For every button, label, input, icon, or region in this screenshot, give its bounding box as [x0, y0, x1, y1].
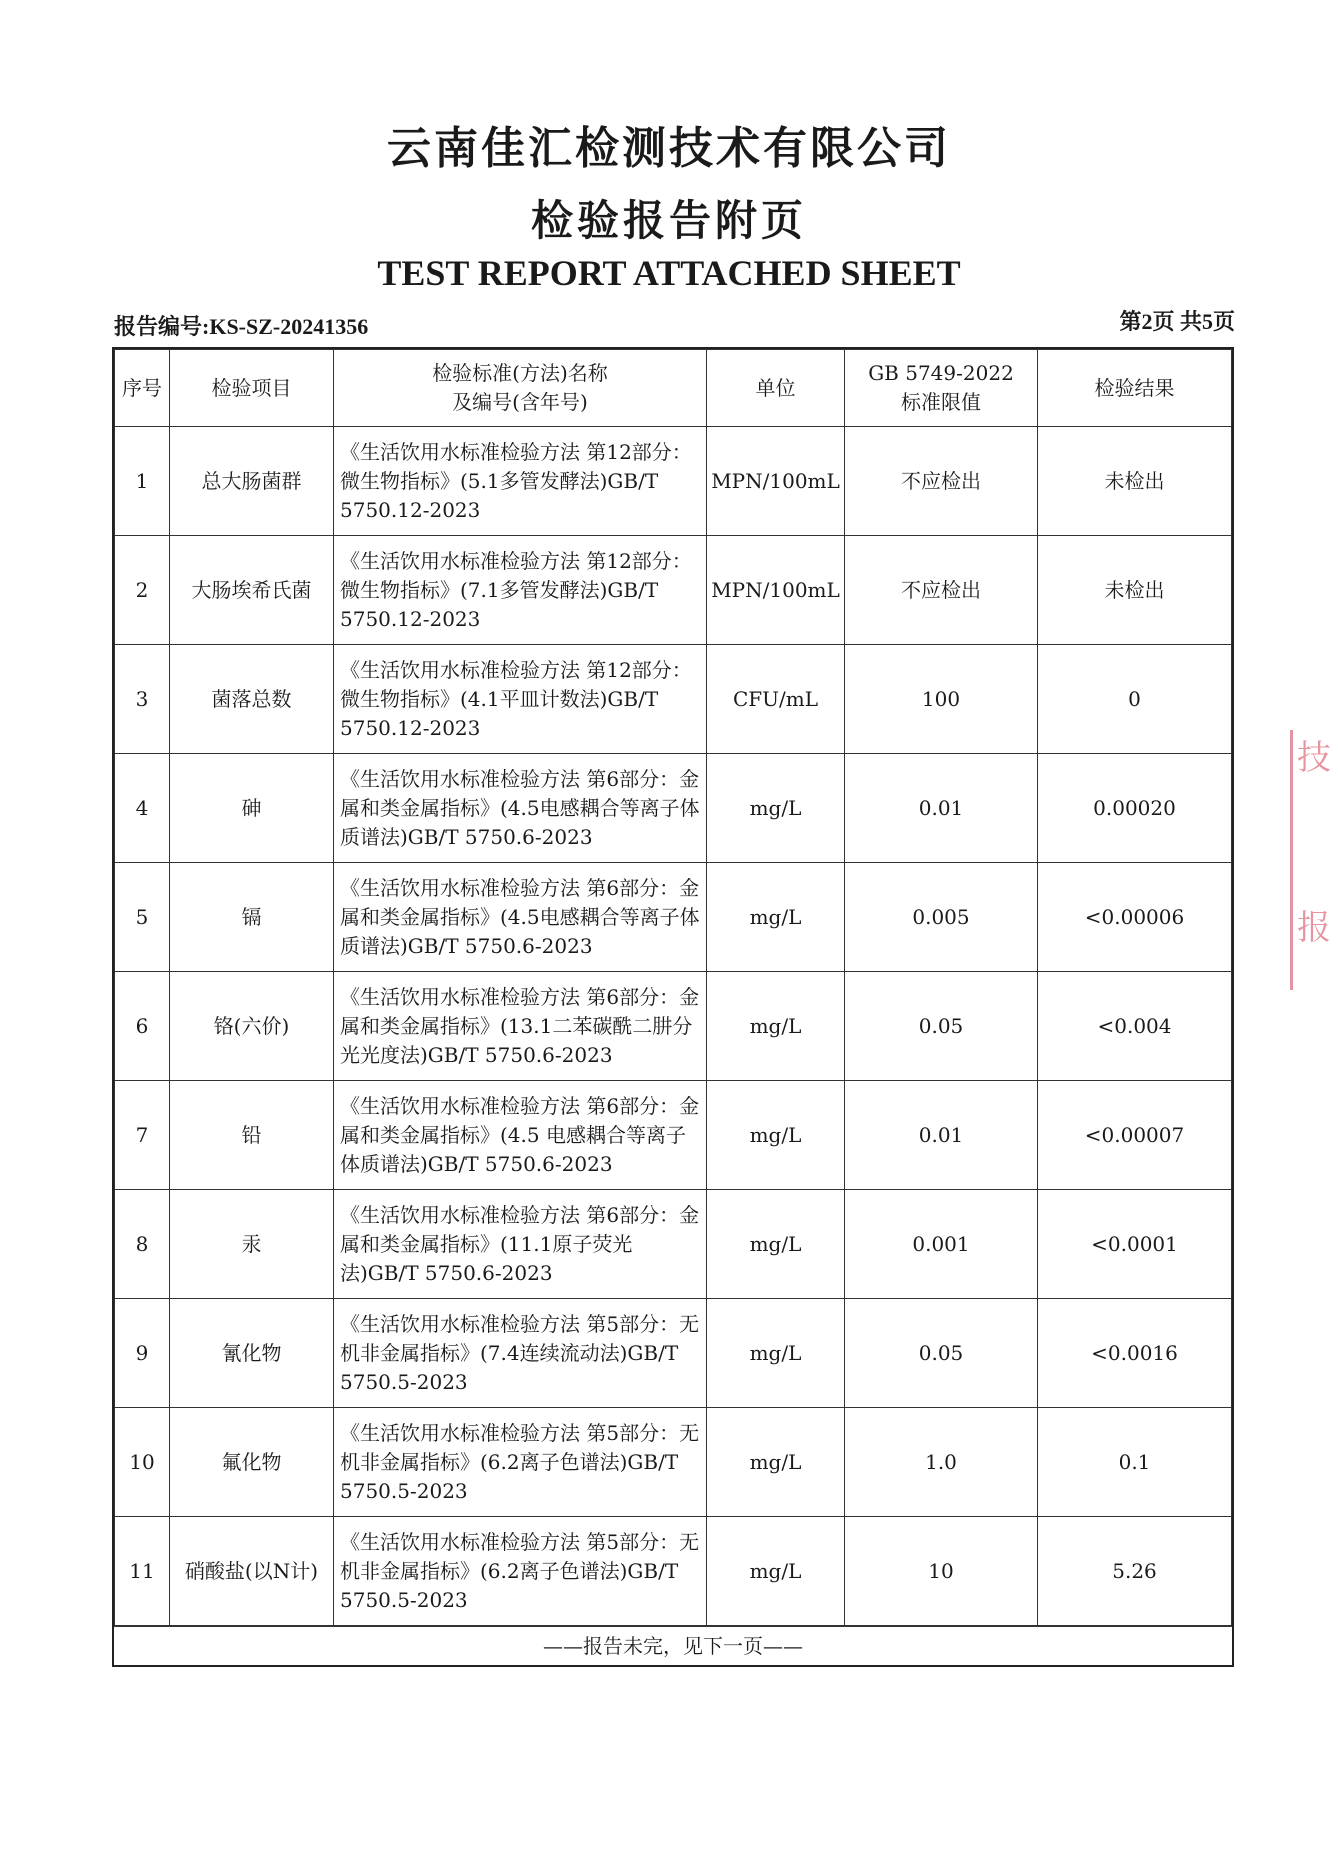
cell-item: 氰化物	[170, 1299, 334, 1408]
header-limit	[845, 350, 1038, 427]
cell-item: 铬(六价)	[170, 972, 334, 1081]
cell-unit: mg/L	[707, 1299, 845, 1408]
cell-result: 0.00020	[1038, 754, 1232, 863]
cell-limit: 0.01	[845, 754, 1038, 863]
cell-result: 5.26	[1038, 1517, 1232, 1626]
cell-method: 《生活饮用水标准检验方法 第12部分：微生物指标》(4.1平皿计数法)GB/T 5750.12-2023	[334, 645, 707, 754]
cell-unit: mg/L	[707, 972, 845, 1081]
header-limit-line2: 标准限值	[901, 390, 981, 414]
stamp-char-1: 技	[1297, 738, 1331, 778]
table-row	[115, 1299, 1232, 1408]
cell-result: 0	[1038, 645, 1232, 754]
cell-method: 《生活饮用水标准检验方法 第5部分：无机非金属指标》(7.4连续流动法)GB/T 5750.5-2023	[334, 1299, 707, 1408]
header-limit-line1: GB 5749-2022	[868, 361, 1014, 385]
header-no: 序号	[115, 350, 170, 427]
cell-method: 《生活饮用水标准检验方法 第5部分：无机非金属指标》(6.2离子色谱法)GB/T 5750.5-2023	[334, 1408, 707, 1517]
table-row	[115, 754, 1232, 863]
cell-item: 铅	[170, 1081, 334, 1190]
cell-no: 2	[115, 536, 170, 645]
cell-unit: mg/L	[707, 754, 845, 863]
cell-method: 《生活饮用水标准检验方法 第6部分：金属和类金属指标》(4.5电感耦合等离子体质谱法)GB/T 5750.6-2023	[334, 754, 707, 863]
company-name: 云南佳汇检测技术有限公司	[387, 123, 951, 174]
cell-method: 《生活饮用水标准检验方法 第6部分：金属和类金属指标》(4.5 电感耦合等离子体质谱法)GB/T 5750.6-2023	[334, 1081, 707, 1190]
header-unit: 单位	[707, 350, 845, 427]
cell-no: 5	[115, 863, 170, 972]
table-row	[115, 1408, 1232, 1517]
cell-method: 《生活饮用水标准检验方法 第5部分：无机非金属指标》(6.2离子色谱法)GB/T 5750.5-2023	[334, 1517, 707, 1626]
red-seal-stamp	[1290, 730, 1333, 990]
cell-item: 镉	[170, 863, 334, 972]
cell-item: 大肠埃希氏菌	[170, 536, 334, 645]
cell-limit: 0.01	[845, 1081, 1038, 1190]
table-row	[115, 427, 1232, 536]
table-row	[115, 863, 1232, 972]
cell-method: 《生活饮用水标准检验方法 第6部分：金属和类金属指标》(13.1二苯碳酰二肼分光光度法)GB/T 5750.6-2023	[334, 972, 707, 1081]
cell-no: 8	[115, 1190, 170, 1299]
cell-unit: mg/L	[707, 1081, 845, 1190]
cell-limit: 不应检出	[845, 427, 1038, 536]
cell-no: 11	[115, 1517, 170, 1626]
stamp-char-2: 报	[1297, 908, 1331, 948]
cell-unit: MPN/100mL	[707, 427, 845, 536]
cell-result: <0.00006	[1038, 863, 1232, 972]
cell-unit: CFU/mL	[707, 645, 845, 754]
cell-unit: mg/L	[707, 1408, 845, 1517]
cell-method: 《生活饮用水标准检验方法 第12部分：微生物指标》(7.1多管发酵法)GB/T 5750.12-2023	[334, 536, 707, 645]
cell-limit: 100	[845, 645, 1038, 754]
cell-limit: 0.005	[845, 863, 1038, 972]
cell-no: 10	[115, 1408, 170, 1517]
page-indicator: 第2页 共5页	[1119, 309, 1235, 334]
cell-no: 6	[115, 972, 170, 1081]
cell-unit: mg/L	[707, 863, 845, 972]
table-row	[115, 536, 1232, 645]
cell-item: 汞	[170, 1190, 334, 1299]
cell-no: 7	[115, 1081, 170, 1190]
cell-result: 未检出	[1038, 427, 1232, 536]
cell-limit: 10	[845, 1517, 1038, 1626]
cell-result: <0.004	[1038, 972, 1232, 1081]
cell-item: 总大肠菌群	[170, 427, 334, 536]
cell-unit: mg/L	[707, 1517, 845, 1626]
header-method-line1: 检验标准(方法)名称	[432, 361, 608, 385]
header-result: 检验结果	[1038, 350, 1232, 427]
cell-no: 9	[115, 1299, 170, 1408]
cell-limit: 0.05	[845, 972, 1038, 1081]
cell-no: 3	[115, 645, 170, 754]
table-header-row	[115, 350, 1232, 427]
table-row	[115, 972, 1232, 1081]
cell-item: 氟化物	[170, 1408, 334, 1517]
continued-note: ——报告未完，见下一页——	[114, 1626, 1232, 1665]
table-row	[115, 1190, 1232, 1299]
cell-method: 《生活饮用水标准检验方法 第6部分：金属和类金属指标》(11.1原子荧光法)GB/T 5750.6-2023	[334, 1190, 707, 1299]
report-title-cn: 检验报告附页	[530, 196, 807, 245]
cell-method: 《生活饮用水标准检验方法 第12部分：微生物指标》(5.1多管发酵法)GB/T 5750.12-2023	[334, 427, 707, 536]
report-number: 报告编号:KS-SZ-20241356	[114, 314, 369, 339]
header-method-line2: 及编号(含年号)	[452, 390, 588, 414]
cell-method: 《生活饮用水标准检验方法 第6部分：金属和类金属指标》(4.5电感耦合等离子体质谱法)GB/T 5750.6-2023	[334, 863, 707, 972]
cell-result: <0.0001	[1038, 1190, 1232, 1299]
header-item: 检验项目	[170, 350, 334, 427]
table-row	[115, 1081, 1232, 1190]
cell-item: 硝酸盐(以N计)	[170, 1517, 334, 1626]
table-row	[115, 645, 1232, 754]
results-table-container	[112, 347, 1234, 1667]
cell-limit: 1.0	[845, 1408, 1038, 1517]
cell-unit: mg/L	[707, 1190, 845, 1299]
cell-unit: MPN/100mL	[707, 536, 845, 645]
cell-no: 4	[115, 754, 170, 863]
cell-item: 菌落总数	[170, 645, 334, 754]
cell-result: <0.00007	[1038, 1081, 1232, 1190]
cell-limit: 不应检出	[845, 536, 1038, 645]
cell-item: 砷	[170, 754, 334, 863]
header-method	[334, 350, 707, 427]
cell-limit: 0.001	[845, 1190, 1038, 1299]
cell-result: 未检出	[1038, 536, 1232, 645]
cell-no: 1	[115, 427, 170, 536]
table-row	[115, 1517, 1232, 1626]
cell-limit: 0.05	[845, 1299, 1038, 1408]
cell-result: 0.1	[1038, 1408, 1232, 1517]
cell-result: <0.0016	[1038, 1299, 1232, 1408]
report-title-en: TEST REPORT ATTACHED SHEET	[377, 253, 961, 293]
results-table	[114, 349, 1232, 1626]
